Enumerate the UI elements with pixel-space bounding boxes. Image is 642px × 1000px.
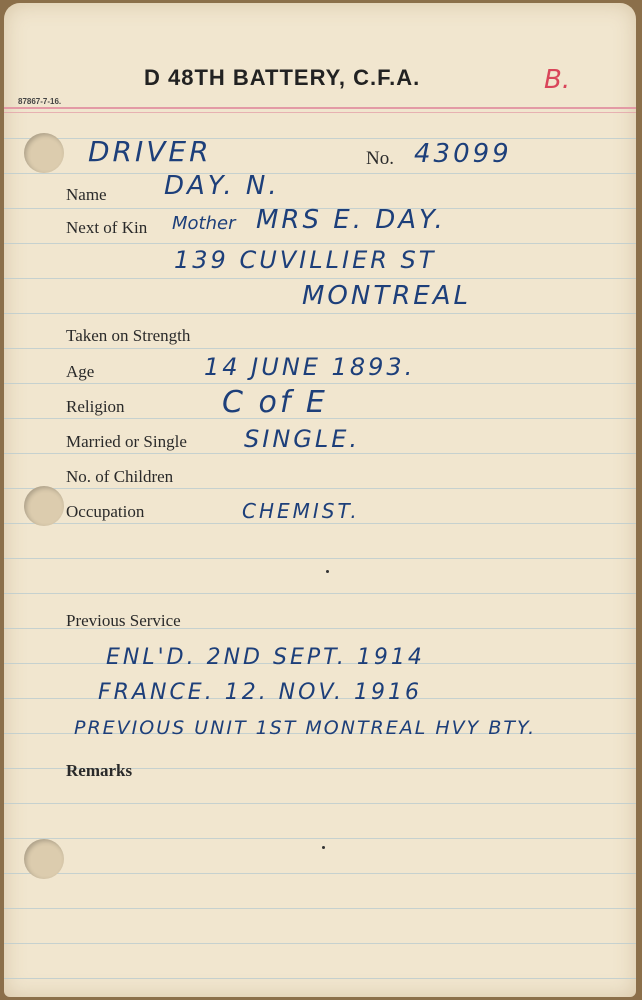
ruled-line [4, 838, 636, 839]
married-value: SINGLE. [244, 425, 361, 453]
occupation-value: CHEMIST. [242, 499, 360, 523]
age-value: 14 JUNE 1893. [204, 353, 416, 381]
ruled-line [4, 593, 636, 594]
next-of-kin-address-2: MONTREAL [302, 281, 471, 311]
header-rule [4, 107, 636, 109]
occupation-label: Occupation [66, 502, 145, 521]
ruled-line [4, 943, 636, 944]
card-header: D 48TH BATTERY, C.F.A. [144, 65, 421, 90]
ruled-line [4, 278, 636, 279]
next-of-kin-address-1: 139 CUVILLIER ST [174, 246, 437, 274]
name-label: Name [66, 185, 107, 204]
next-of-kin-label: Next of Kin [66, 218, 148, 237]
ruled-line [4, 873, 636, 874]
name-value: DAY. N. [164, 171, 280, 201]
number-label: No. [366, 148, 394, 169]
religion-value: C of E [222, 385, 328, 420]
religion-label: Religion [66, 397, 125, 416]
previous-service-label: Previous Service [66, 611, 181, 630]
rank-value: DRIVER [88, 135, 212, 168]
ink-speck-2 [322, 846, 325, 849]
punch-hole-bottom [24, 839, 64, 879]
ruled-line [4, 348, 636, 349]
form-code: 87867-7-16. [18, 97, 62, 106]
next-of-kin-relation: Mother [172, 213, 236, 234]
index-card [4, 3, 636, 997]
children-label: No. of Children [66, 467, 174, 486]
number-value: 43099 [414, 139, 512, 169]
ruled-line [4, 978, 636, 979]
married-label: Married or Single [66, 432, 187, 451]
remarks-label: Remarks [66, 761, 133, 780]
previous-service-line-1: ENL'D. 2ND SEPT. 1914 [106, 645, 425, 670]
next-of-kin-value: MRS E. DAY. [256, 205, 446, 235]
taken-on-strength-label: Taken on Strength [66, 326, 191, 345]
punch-hole-top [24, 133, 64, 173]
ruled-line [4, 803, 636, 804]
ruled-line [4, 453, 636, 454]
ink-speck [326, 570, 329, 573]
ruled-line [4, 313, 636, 314]
punch-hole-middle [24, 486, 64, 526]
previous-service-line-2: FRANCE. 12. NOV. 1916 [98, 680, 422, 705]
ruled-line [4, 488, 636, 489]
ruled-line [4, 558, 636, 559]
ruled-line [4, 383, 636, 384]
header-mark: B. [544, 65, 571, 95]
ruled-line [4, 243, 636, 244]
previous-service-line-3: PREVIOUS UNIT 1ST MONTREAL HVY BTY. [74, 717, 537, 739]
ruled-line [4, 908, 636, 909]
age-label: Age [66, 362, 95, 381]
ruled-line [4, 523, 636, 524]
header-rule-2 [4, 112, 636, 113]
ruled-line [4, 173, 636, 174]
